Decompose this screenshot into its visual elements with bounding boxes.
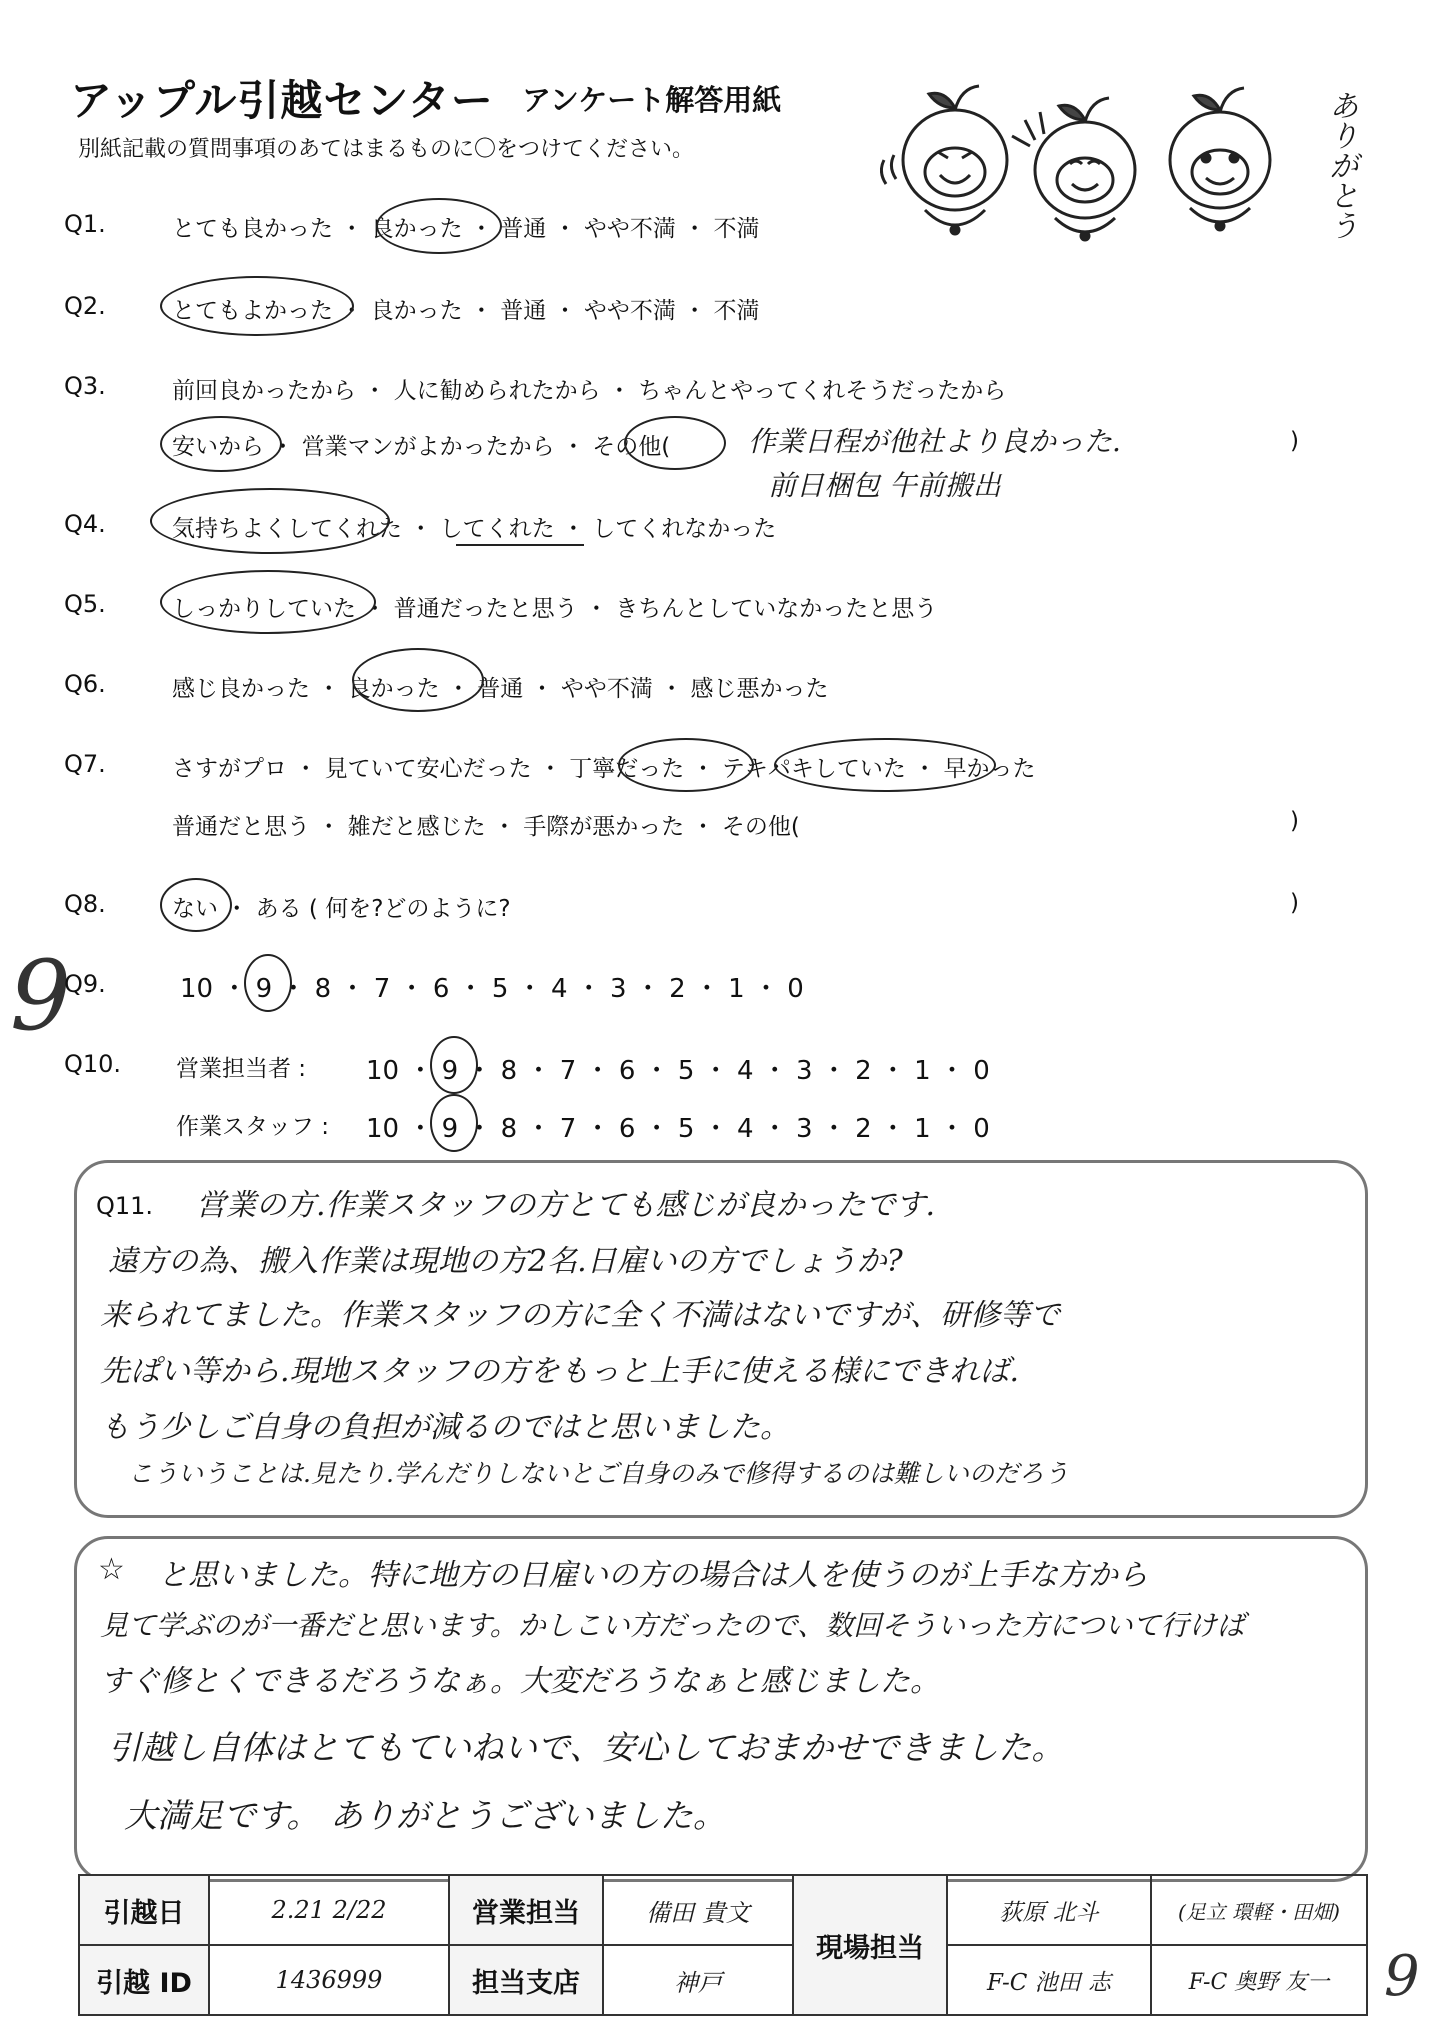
q11-line-1: 営業の方.作業スタッフの方とても感じが良かったです. [196, 1188, 936, 1223]
q4-options: 気持ちよくしてくれた ・ してくれた ・ してくれなかった [172, 516, 777, 542]
q7-selection-circle-polite [618, 738, 754, 792]
q7-number: Q7. [64, 750, 106, 778]
q8-options: ない ・ ある ( 何を?どのように? [172, 896, 511, 922]
move-date-value: 2.21 2/22 [209, 1875, 449, 1945]
comment-line-1: と思いました。特に地方の日雇いの方の場合は人を使うのが上手な方から [158, 1558, 1148, 1593]
q10-staff-selection-circle [430, 1094, 478, 1152]
q4-selection-circle [150, 488, 390, 554]
q2-selection-circle [160, 276, 354, 336]
corner-mark: 9 [1384, 1944, 1420, 2009]
q11-label: Q11. [96, 1192, 154, 1220]
q10-staff-scale: 10 ・ 9 ・ 8 ・ 7 ・ 6 ・ 5 ・ 4 ・ 3 ・ 2 ・ 1 ・ 0 [366, 1114, 990, 1144]
q3-handwritten-detail: 前日梱包 午前搬出 [768, 469, 1001, 502]
mascot-middle [1012, 98, 1135, 240]
q9-number: Q9. [64, 970, 106, 998]
q8-selection-circle [160, 878, 232, 932]
q5-number: Q5. [64, 590, 106, 618]
move-id-label: 引越 ID [79, 1945, 209, 2015]
branch-label: 担当支店 [449, 1945, 603, 2015]
mascot-right [1170, 88, 1270, 230]
q3-number: Q3. [64, 372, 106, 400]
thanks-vertical-text: ありがとう [1323, 90, 1358, 240]
comment-line-3: すぐ修とくできるだろうなぁ。大変だろうなぁと感じました。 [100, 1664, 940, 1699]
site-staff-2: (足立 環軽・田畑) [1151, 1875, 1367, 1945]
sales-rep-label: 営業担当 [449, 1875, 603, 1945]
form-subtitle: アンケート解答用紙 [522, 83, 782, 117]
q3-selection-circle-other [624, 416, 726, 470]
q11-line-3: 来られてました。作業スタッフの方に全く不満はないですが、研修等で [100, 1298, 1060, 1333]
q11-line-2: 遠方の為、搬入作業は現地の方2名.日雇いの方でしょうか? [108, 1244, 903, 1279]
site-staff-1: 荻原 北斗 [947, 1875, 1151, 1945]
q5-selection-circle [160, 570, 376, 634]
q11-line-6: こういうことは.見たり.学んだりしないとご自身のみで修得するのは難しいのだろう [128, 1459, 1069, 1488]
q11-line-4: 先ぱい等から.現地スタッフの方をもっと上手に使える様にできれば. [100, 1354, 1020, 1389]
q1-selection-circle [376, 198, 502, 254]
q9-margin-mark: 9 [10, 940, 72, 1052]
star-icon: ☆ [98, 1552, 125, 1587]
q3-options-line1: 前回良かったから ・ 人に勧められたから ・ ちゃんとやってくれそうだったから [172, 378, 1007, 404]
q8-number: Q8. [64, 890, 106, 918]
comment-line-5: 大満足です。 ありがとうございました。 [124, 1796, 726, 1835]
q2-options: とてもよかった ・ 良かった ・ 普通 ・ やや不満 ・ 不満 [172, 298, 760, 324]
instructions: 別紙記載の質問事項のあてはまるものに〇をつけてください。 [78, 137, 695, 162]
q10-number: Q10. [64, 1050, 122, 1078]
q10-sales-scale: 10 ・ 9 ・ 8 ・ 7 ・ 6 ・ 5 ・ 4 ・ 3 ・ 2 ・ 1 ・ 0 [366, 1056, 990, 1086]
comment-line-2: 見て学ぶのが一番だと思います。かしこい方だったので、数回そういった方について行けば [100, 1609, 1245, 1642]
q7-close-paren: ) [1290, 808, 1299, 834]
comment-line-4: 引越し自体はとてもていねいで、安心しておまかせできました。 [108, 1728, 1065, 1767]
q4-underline [456, 544, 584, 546]
move-id-value: 1436999 [209, 1945, 449, 2015]
q2-number: Q2. [64, 292, 106, 320]
move-date-label: 引越日 [79, 1875, 209, 1945]
q1-number: Q1. [64, 210, 106, 238]
q5-options: しっかりしていた ・ 普通だったと思う ・ きちんとしていなかったと思う [172, 596, 938, 622]
q10-sales-label: 営業担当者 : [176, 1056, 307, 1082]
q6-options: 感じ良かった ・ 良かった ・ 普通 ・ やや不満 ・ 感じ悪かった [172, 676, 829, 702]
site-staff-3: F-C 池田 志 [947, 1945, 1151, 2015]
mascot-left [881, 86, 1007, 234]
q4-number: Q4. [64, 510, 106, 538]
site-staff-label: 現場担当 [793, 1875, 947, 2015]
q3-options-line2: 安いから ・ 営業マンがよかったから ・ その他( [172, 434, 671, 460]
move-info-table [78, 1874, 1368, 2016]
q7-selection-circle-efficient [774, 738, 996, 792]
q10-staff-label: 作業スタッフ : [176, 1114, 330, 1140]
q3-handwritten-reason: 作業日程が他社より良かった. [748, 425, 1121, 458]
q11-line-5: もう少しご自身の負担が減るのではと思いました。 [100, 1410, 790, 1445]
q9-scale: 10 ・ 9 ・ 8 ・ 7 ・ 6 ・ 5 ・ 4 ・ 3 ・ 2 ・ 1 ・ 0 [180, 974, 804, 1004]
q3-selection-circle-cheap [160, 416, 282, 472]
sales-rep-value: 備田 貴文 [603, 1875, 793, 1945]
apple-mascot-illustration [880, 60, 1300, 260]
q7-options-line2: 普通だと思う ・ 雑だと感じた ・ 手際が悪かった ・ その他( [172, 814, 800, 840]
q6-selection-circle [352, 648, 484, 712]
q8-close-paren: ) [1290, 890, 1299, 916]
company-title: アップル引越センター [70, 76, 494, 125]
branch-value: 神戸 [603, 1945, 793, 2015]
site-staff-4: F-C 奥野 友一 [1151, 1945, 1367, 2015]
q6-number: Q6. [64, 670, 106, 698]
q9-selection-circle [244, 954, 292, 1012]
q7-options-line1: さすがプロ ・ 見ていて安心だった ・ 丁寧だった ・ テキパキしていた ・ 早かった [172, 756, 1036, 782]
q10-sales-selection-circle [430, 1036, 478, 1094]
q3-close-paren: ) [1290, 428, 1299, 454]
q1-options: とても良かった ・ 良かった ・ 普通 ・ やや不満 ・ 不満 [172, 216, 760, 242]
